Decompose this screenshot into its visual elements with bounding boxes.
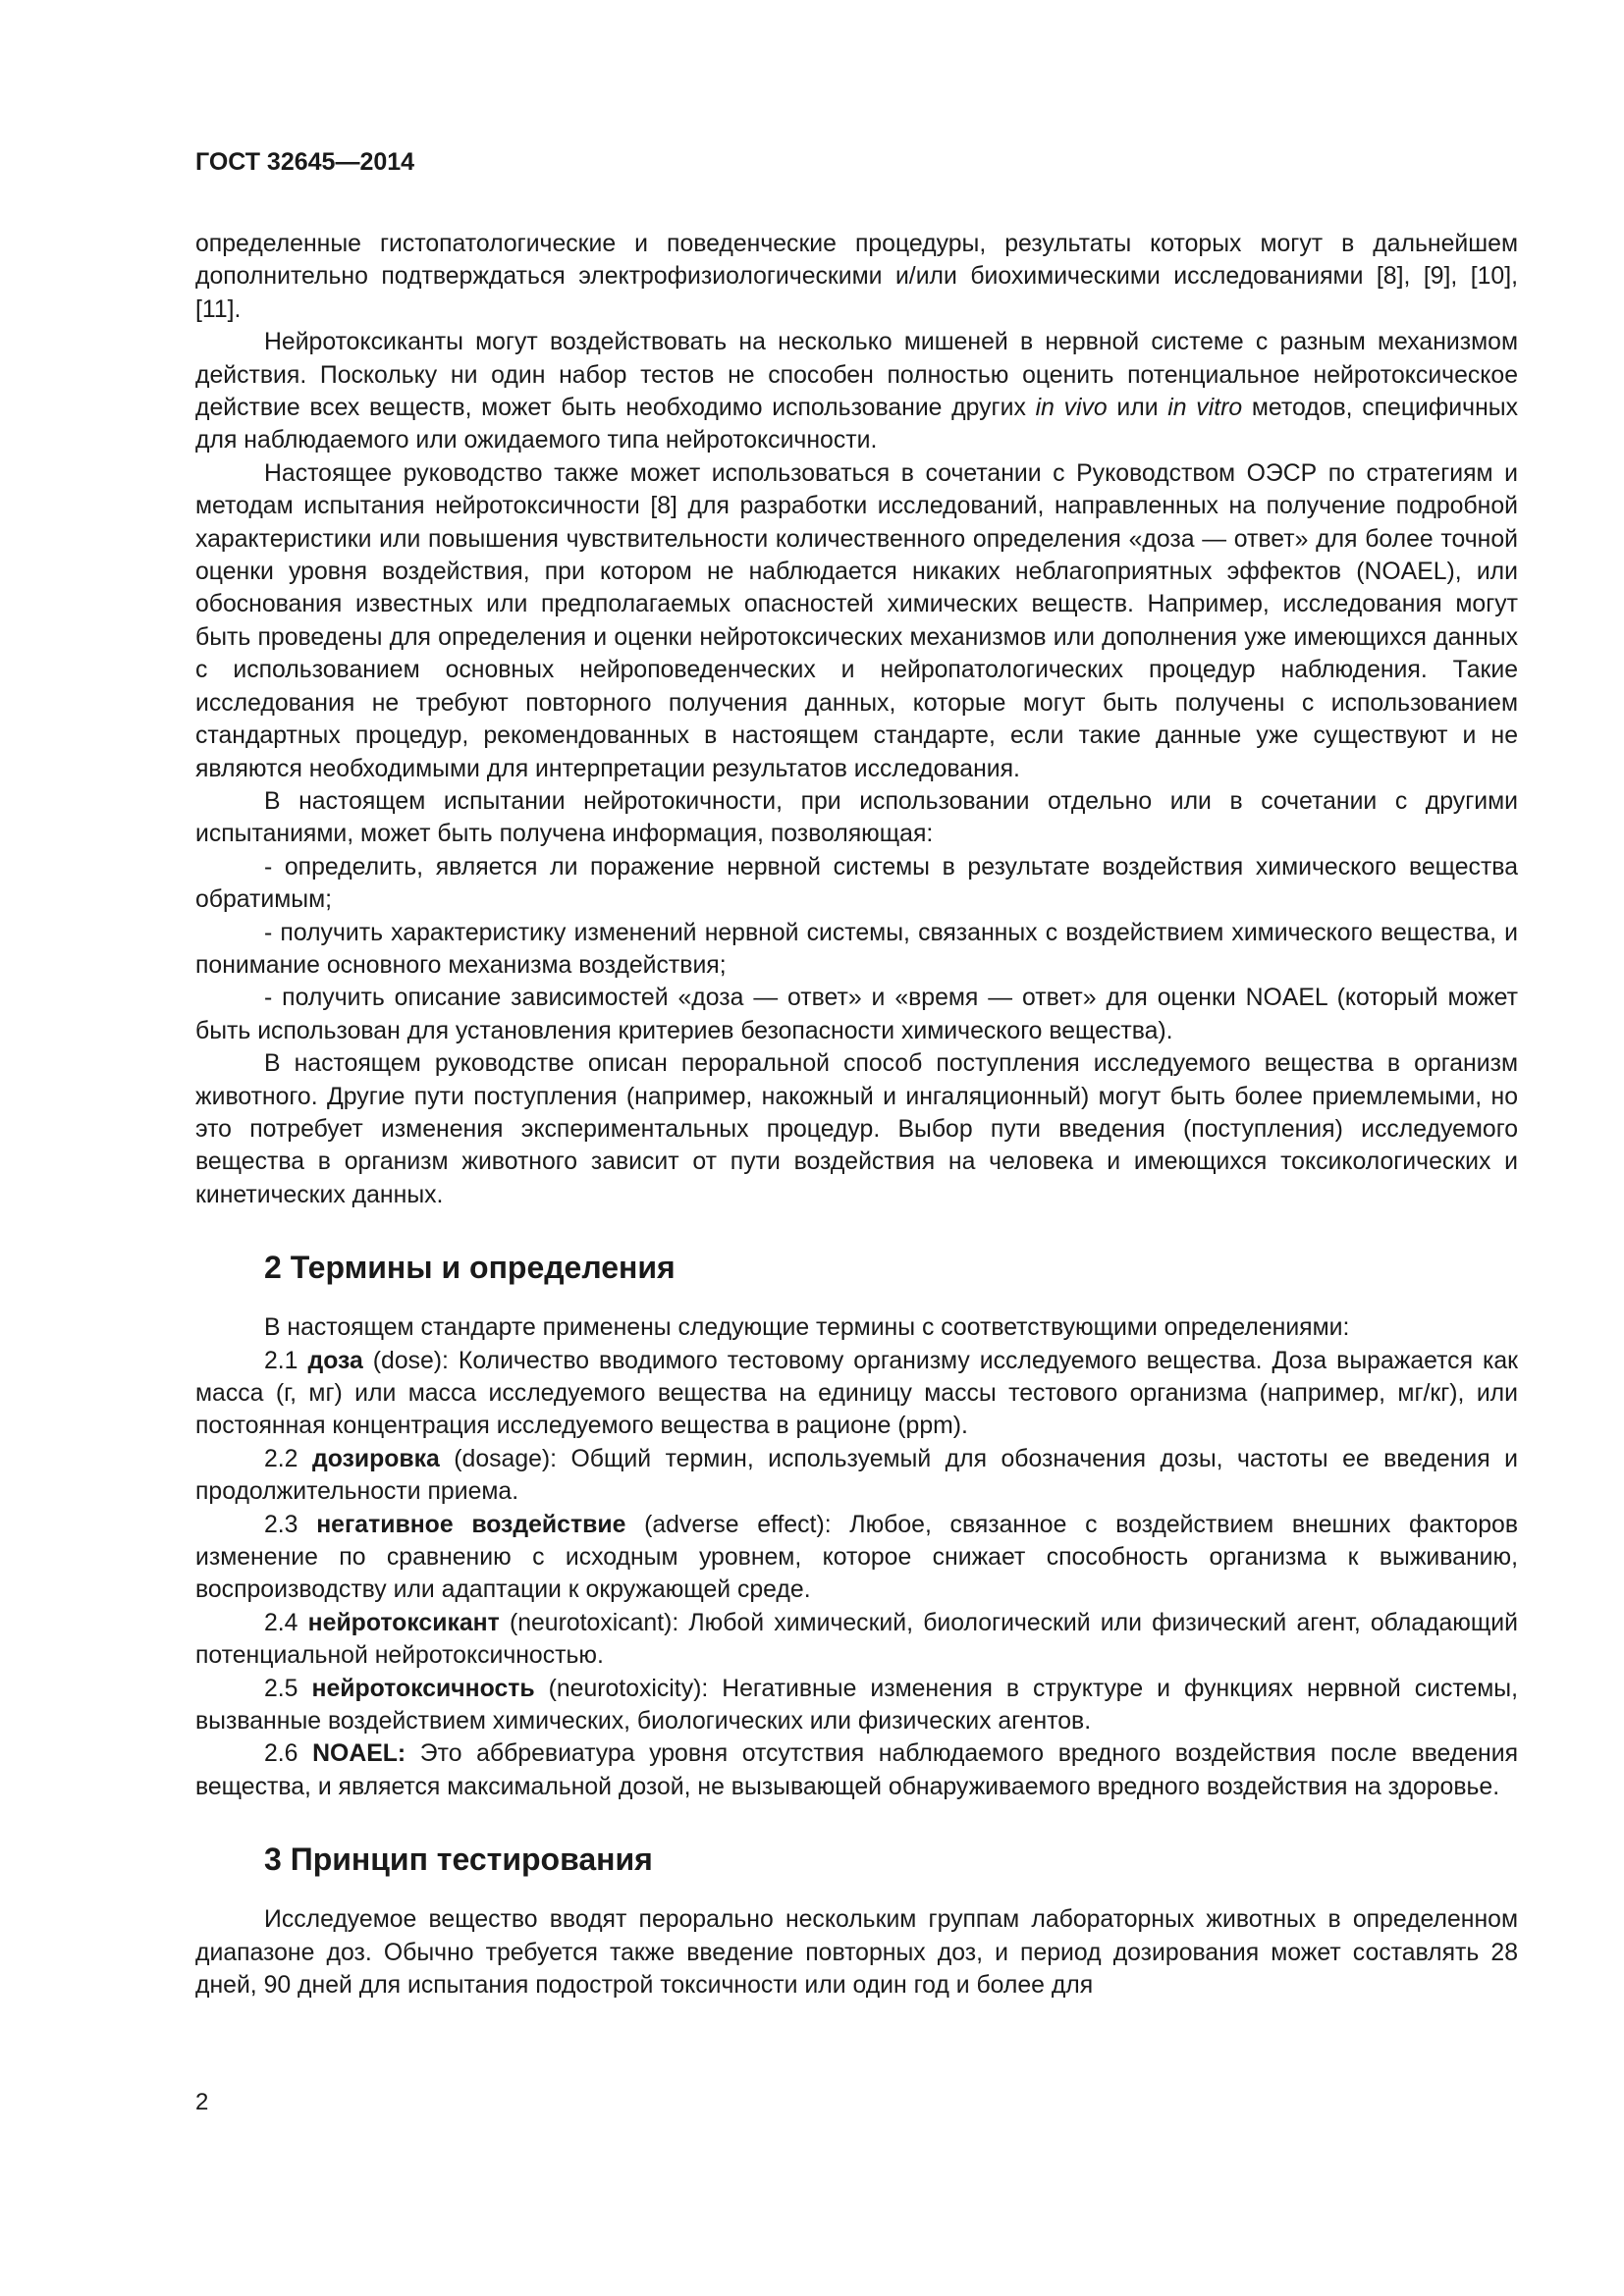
paragraph: В настоящем стандарте применены следующие термины с соответствующими определениями: [264,1314,1350,1342]
italic-term: in vitro [1167,395,1243,422]
paragraph: В настоящем испытании нейротокичности, при использовании отдельно или в сочетании с другими испытаниями, может быть получена информация, позволяющая: [195,787,1518,848]
term-text: (dosage): Общий термин, используемый для обозначения дозы, частоты ее введения и продолжительности приема. [195,1445,1518,1506]
paragraph [195,326,1518,457]
term-definition [195,1607,1518,1673]
term-name: нейротоксикант [307,1609,500,1636]
list-item: - получить характеристику изменений нервной системы, связанных с воздействием химического вещества, и понимание основного механизма воздействия; [195,919,1518,979]
term-name: NOAEL: [312,1740,406,1768]
term-text: Это аббревиатура уровня отсутствия наблюдаемого вредного воздействия после введения вещества, и является максимальной дозой, не вызывающей обнаруживаемого вредного воздействия на здоровье. [195,1740,1518,1800]
text-run: методов, специфичных для наблюдаемого или ожидаемого типа нейротоксичности. [195,395,1518,454]
term-text: (dose): Количество вводимого тестовому организму исследуемого вещества. Доза выражается как масса (г, мг) или масса исследуемого вещества на единицу массы тестового организма (например, мг/кг), или постоянная концентрация исследуемого вещества в рационе (ppm). [195,1347,1518,1440]
term-definition [195,1737,1518,1803]
paragraph: Настоящее руководство также может использоваться в сочетании с Руководством ОЭСР по стратегиям и методам испытания нейротоксичности [8] для разработки исследований, направленных на получение подробной характеристики или повышения чувствительности количественного определения «доза — ответ» для более точной оценки уровня воздействия, при котором не наблюдается никаких неблагоприятных эффектов (NOAEL), или обоснования известных или предполагаемых опасностей химических веществ. Например, исследования могут быть проведены для определения и оценки нейротоксических механизмов или дополнения уже имеющихся данных с использованием основных нейроповеденческих и нейропатологических процедур наблюдения. Такие исследования не требуют повторного получения данных, которые могут быть получены с использованием стандартных процедур, рекомендованных в настоящем стандарте, если такие данные уже существуют и не являются необходимыми для интерпретации результатов исследования. [195,459,1518,782]
term-number: 2.4 [264,1609,298,1636]
standard-header: ГОСТ 32645—2014 [195,148,415,176]
term-number: 2.2 [264,1445,298,1472]
term-definition [195,1673,1518,1738]
list-item: - определить, является ли поражение нервной системы в результате воздействия химического вещества обратимым; [195,853,1518,914]
term-text: (neurotoxicity): Негативные изменения в структуре и функциях нервной системы, вызванные воздействием химических, биологических или физических агентов. [195,1675,1518,1735]
paragraph: определенные гистопатологические и поведенческие процедуры, результаты которых могут в дальнейшем дополнительно подтверждаться электрофизиологическими и/или биохимическими исследованиями [8], [9], [10], [11]. [195,231,1518,323]
paragraph: В настоящем руководстве описан пероральной способ поступления исследуемого вещества в организм животного. Другие пути поступления (например, накожный и ингаляционный) могут быть более приемлемыми, но это потребует изменения экспериментальных процедур. Выбор пути введения (поступления) исследуемого вещества в организм животного зависит от пути воздействия на человека и имеющихся токсикологических и кинетических данных. [195,1050,1518,1208]
text-run: Нейротоксиканты могут воздействовать на несколько мишеней в нервной системе с разным механизмом действия. Поскольку ни один набор тестов не способен полностью оценить потенциальное нейротоксическое действие всех веществ, может быть необходимо использование других [195,329,1518,422]
term-number: 2.1 [264,1347,298,1374]
term-definition [195,1443,1518,1509]
term-definition [195,1345,1518,1443]
term-definition [195,1509,1518,1607]
term-name: доза [307,1347,363,1374]
text-run: или [1107,395,1168,422]
term-name: негативное воздействие [316,1511,626,1538]
page-number: 2 [195,2089,209,2115]
italic-term: in vivo [1035,395,1108,422]
document-body [195,228,1518,2002]
section-heading: 3 Принцип тестирования [264,1842,653,1878]
term-text: (adverse effect): Любое, связанное с воздействием внешних факторов изменение по сравнению с исходным уровнем, которое снижает способность организма к выживанию, воспроизводству или адаптации к окружающей среде. [195,1511,1518,1604]
term-number: 2.3 [264,1511,298,1538]
paragraph: Исследуемое вещество вводят перорально нескольким группам лабораторных животных в определенном диапазоне доз. Обычно требуется также введение повторных доз, и период дозирования может составлять 28 дней, 90 дней для испытания подострой токсичности или один год и более для [195,1906,1518,2000]
term-number: 2.6 [264,1740,298,1768]
term-name: нейротоксичность [311,1675,535,1702]
term-name: дозировка [311,1445,440,1472]
term-text: (neurotoxicant): Любой химический, биологический или физический агент, обладающий потенциальной нейротоксичностью. [195,1609,1518,1670]
document-page [195,147,1518,2002]
list-item: - получить описание зависимостей «доза — ответ» и «время — ответ» для оценки NOAEL (который может быть использован для установления критериев безопасности химического вещества). [195,985,1518,1044]
section-heading: 2 Термины и определения [264,1250,676,1286]
term-number: 2.5 [264,1675,298,1702]
